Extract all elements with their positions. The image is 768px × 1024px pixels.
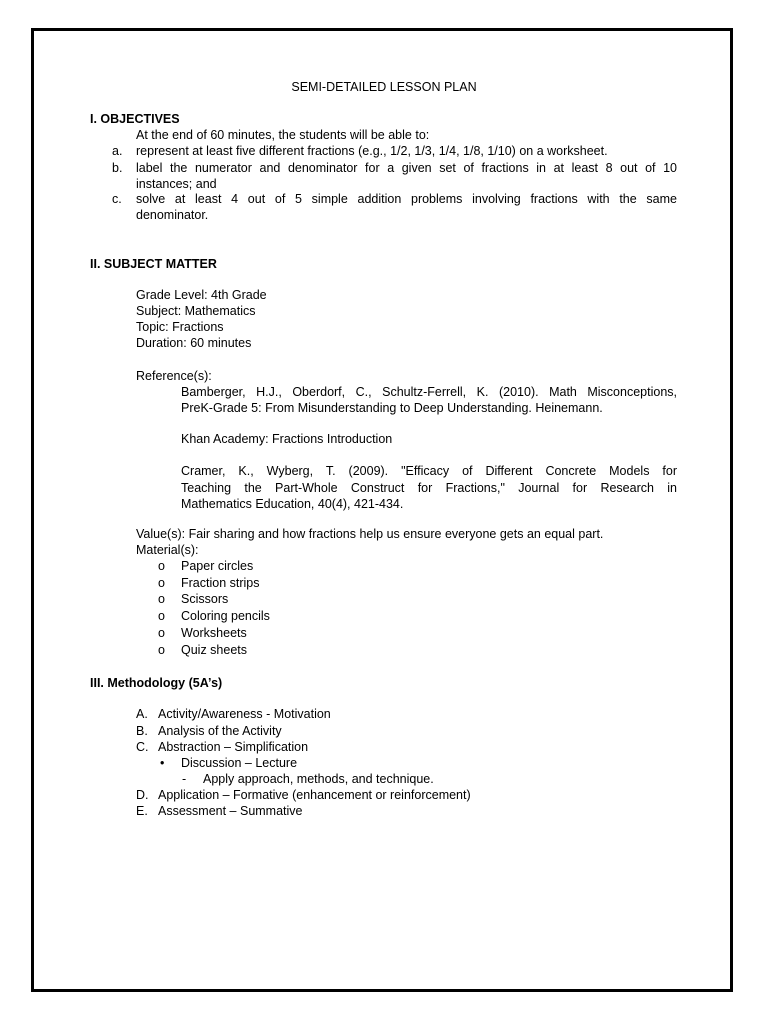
objective-b-marker: b. <box>112 161 123 175</box>
material-bullet-icon: o <box>158 609 165 623</box>
method-e-marker: E. <box>136 804 148 818</box>
subject: Subject: Mathematics <box>136 304 256 318</box>
objective-b-line1: label the numerator and denominator for a given set of fractions in at least 8 out of 10 <box>136 161 677 175</box>
reference-3-line2: Teaching the Part-Whole Construct for Fractions," Journal for Research in <box>181 481 677 495</box>
duration: Duration: 60 minutes <box>136 336 252 350</box>
method-b-marker: B. <box>136 724 148 738</box>
material-item: Coloring pencils <box>181 609 270 623</box>
reference-3-line3: Mathematics Education, 40(4), 421-434. <box>181 497 404 511</box>
references-label: Reference(s): <box>136 369 212 383</box>
method-e-text: Assessment – Summative <box>158 804 303 818</box>
material-bullet-icon: o <box>158 626 165 640</box>
apply-text: Apply approach, methods, and technique. <box>203 772 434 786</box>
methodology-heading: III. Methodology (5A’s) <box>90 676 223 690</box>
material-bullet-icon: o <box>158 592 165 606</box>
material-item: Fraction strips <box>181 576 260 590</box>
subject-matter-heading: II. SUBJECT MATTER <box>90 257 217 271</box>
objective-a-marker: a. <box>112 144 123 158</box>
method-a-marker: A. <box>136 707 148 721</box>
method-d-marker: D. <box>136 788 149 802</box>
method-b-text: Analysis of the Activity <box>158 724 282 738</box>
objective-c-line1: solve at least 4 out of 5 simple addition problems involving fractions with the same <box>136 192 677 206</box>
values: Value(s): Fair sharing and how fractions help us ensure everyone gets an equal part. <box>136 527 604 541</box>
objectives-intro: At the end of 60 minutes, the students will be able to: <box>136 128 430 142</box>
document-title: SEMI-DETAILED LESSON PLAN <box>291 80 477 94</box>
objectives-heading: I. OBJECTIVES <box>90 112 180 126</box>
material-item: Worksheets <box>181 626 247 640</box>
objective-b-line2: instances; and <box>136 177 217 191</box>
reference-1-line2: PreK-Grade 5: From Misunderstanding to Deep Understanding. Heinemann. <box>181 401 603 415</box>
discussion-bullet-icon: • <box>160 756 165 770</box>
apply-dash-marker: - <box>182 772 187 786</box>
discussion-text: Discussion – Lecture <box>181 756 298 770</box>
objective-c-line2: denominator. <box>136 208 209 222</box>
material-bullet-icon: o <box>158 559 165 573</box>
reference-2-line1: Khan Academy: Fractions Introduction <box>181 432 393 446</box>
grade-level: Grade Level: 4th Grade <box>136 288 267 302</box>
materials-label: Material(s): <box>136 543 199 557</box>
method-c-marker: C. <box>136 740 149 754</box>
material-bullet-icon: o <box>158 643 165 657</box>
objective-c-marker: c. <box>112 192 122 206</box>
topic: Topic: Fractions <box>136 320 224 334</box>
reference-3-line1: Cramer, K., Wyberg, T. (2009). "Efficacy of Different Concrete Models for <box>181 464 677 478</box>
material-bullet-icon: o <box>158 576 165 590</box>
method-a-text: Activity/Awareness - Motivation <box>158 707 331 721</box>
method-c-text: Abstraction – Simplification <box>158 740 309 754</box>
method-d-text: Application – Formative (enhancement or reinforcement) <box>158 788 471 802</box>
material-item: Paper circles <box>181 559 254 573</box>
reference-1-line1: Bamberger, H.J., Oberdorf, C., Schultz-Ferrell, K. (2010). Math Misconceptions, <box>181 385 677 399</box>
material-item: Scissors <box>181 592 229 606</box>
objective-a-line1: represent at least five different fractions (e.g., 1/2, 1/3, 1/4, 1/8, 1/10) on a worksheet. <box>136 144 608 158</box>
material-item: Quiz sheets <box>181 643 248 657</box>
